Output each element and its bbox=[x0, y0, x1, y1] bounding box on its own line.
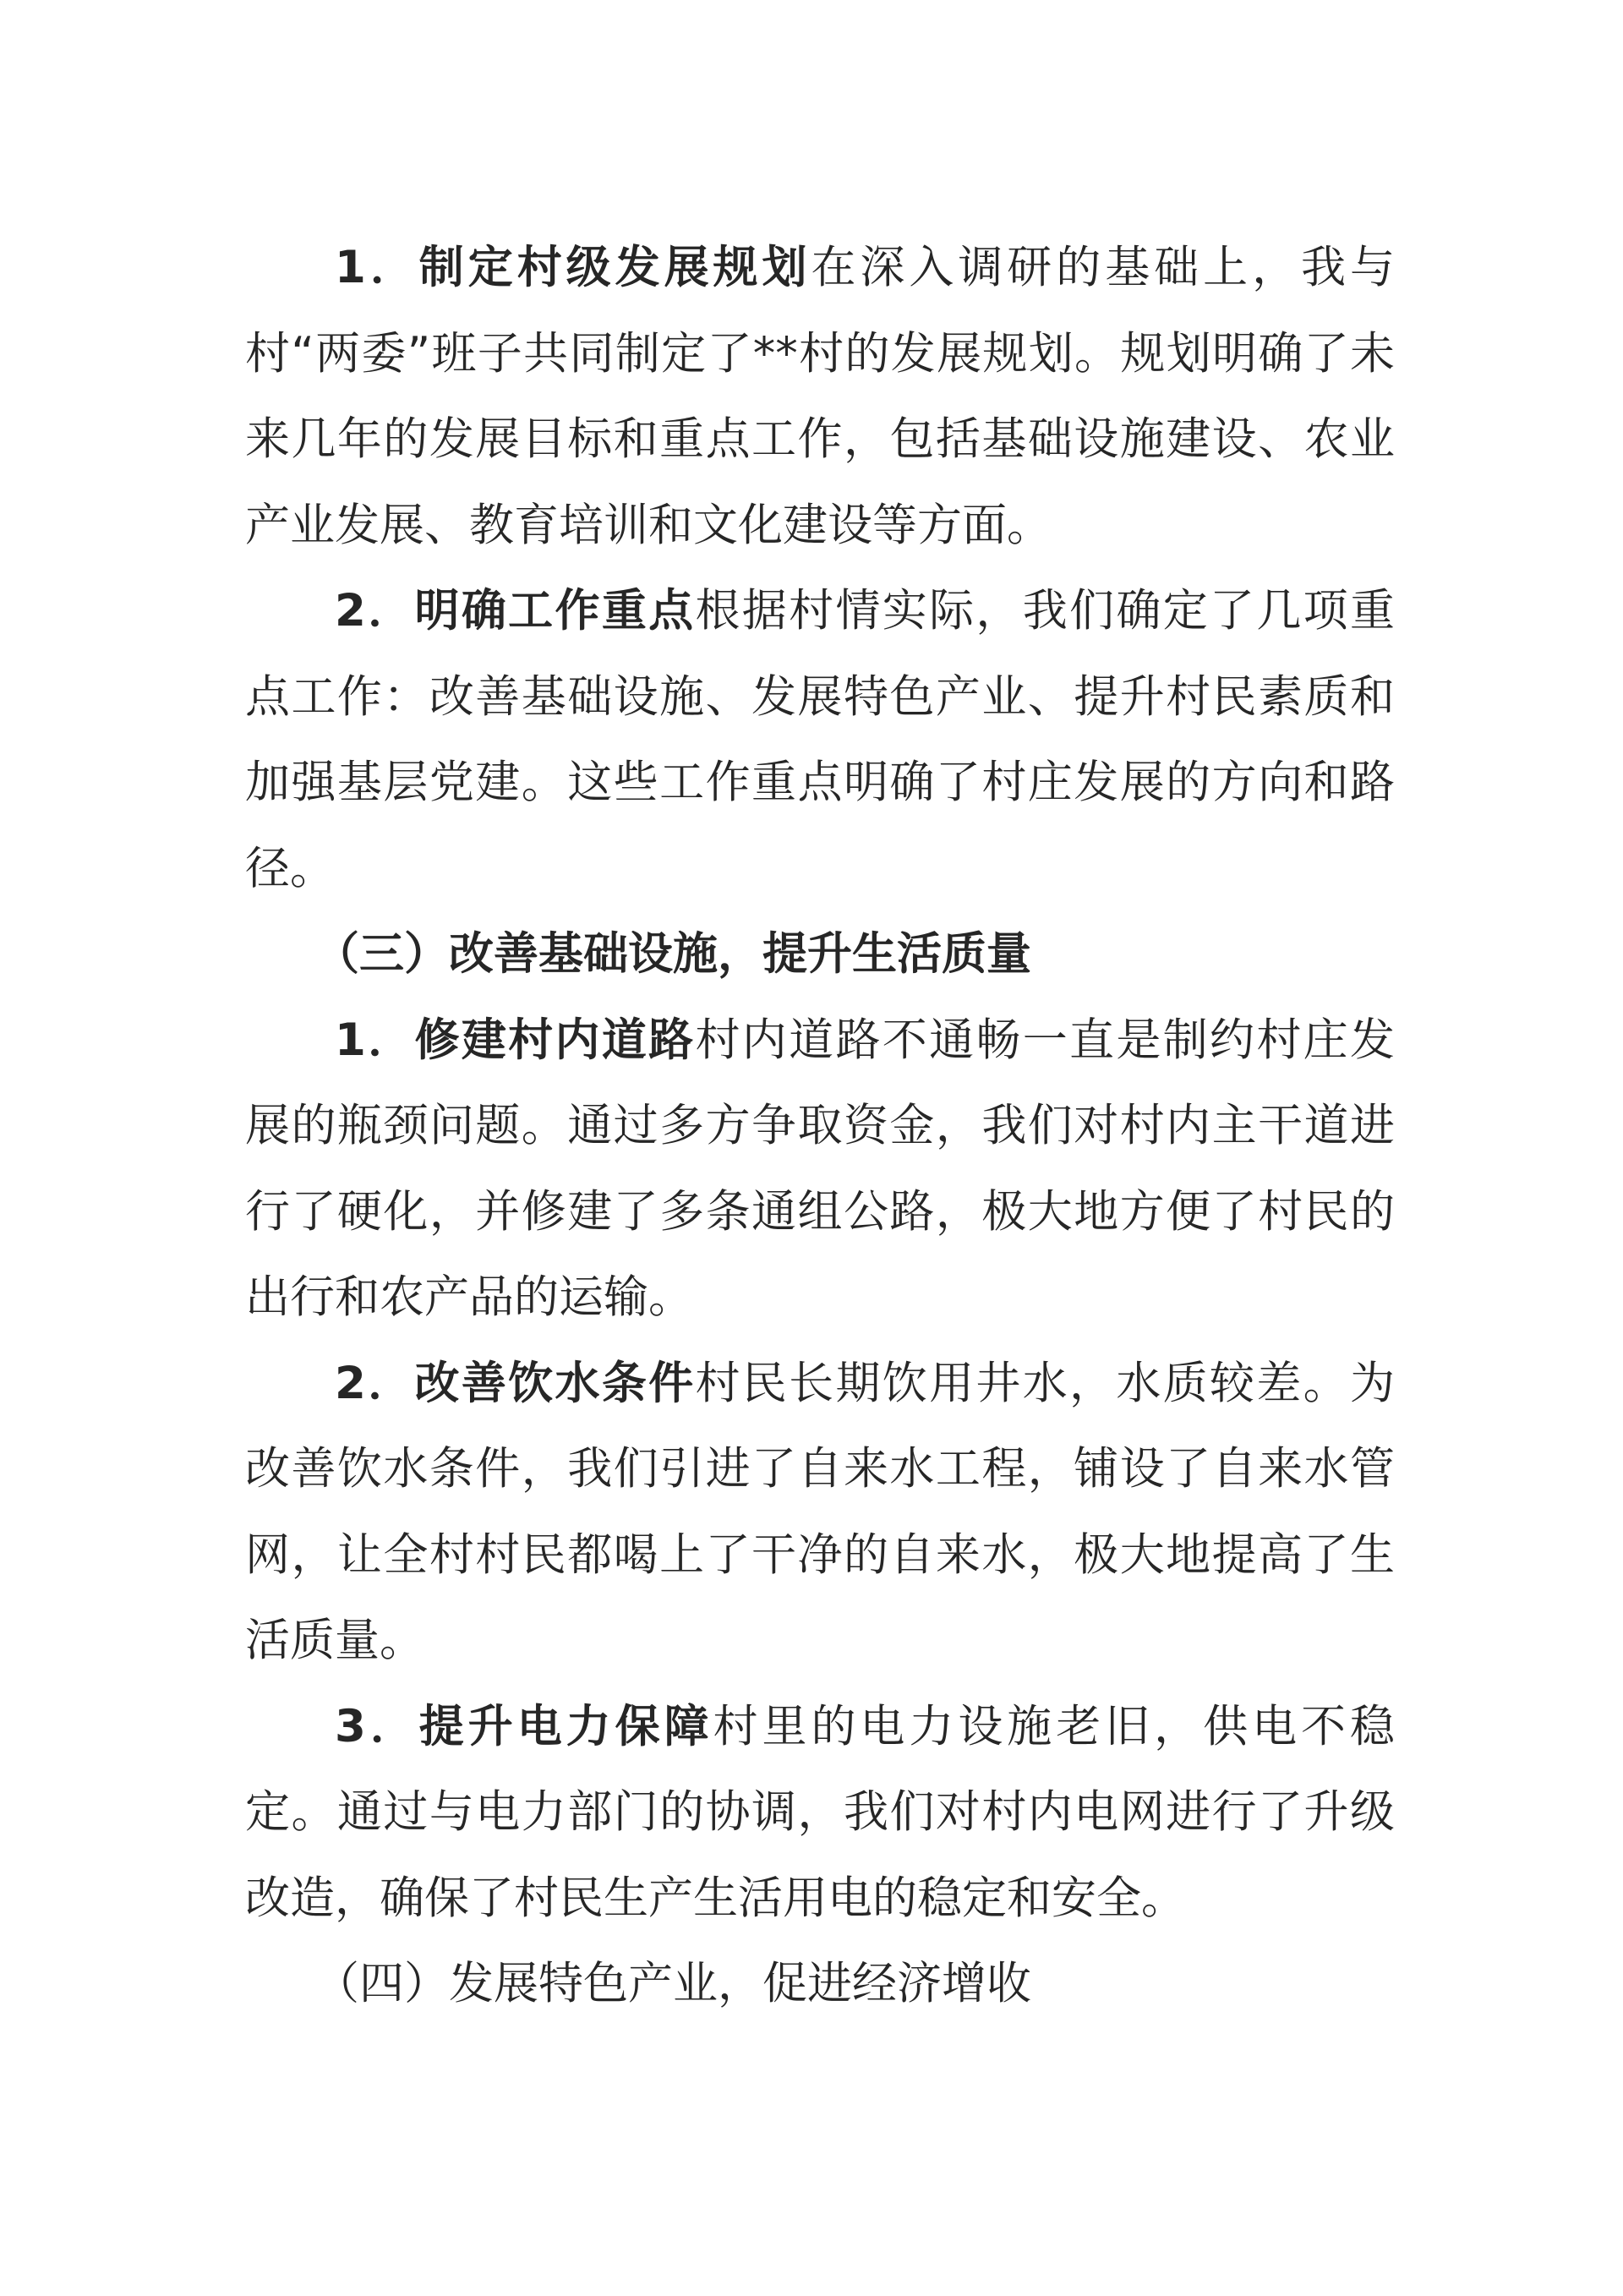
paragraph-lead: 2．改善饮水条件 bbox=[335, 1357, 696, 1409]
section-heading-infrastructure: （三）改善基础设施，提升生活质量 bbox=[314, 928, 1031, 980]
paragraph-lead: 3．提升电力保障 bbox=[335, 1700, 713, 1752]
paragraph-village-plan bbox=[245, 225, 1395, 568]
section-heading-industry: （四）发展特色产业，促进经济增收 bbox=[314, 1958, 1031, 2009]
paragraph-water bbox=[245, 1341, 1395, 1684]
paragraph-work-focus bbox=[245, 568, 1395, 911]
paragraph-lead: 2．明确工作重点 bbox=[335, 585, 696, 637]
paragraph-text: 根据村情实际，我们确定了几项重点工作：改善基础设施、发展特色产业、提升村民素质和加强基层党建。这些工作重点明确了村庄发展的方向和路径。 bbox=[245, 585, 1395, 894]
paragraph-lead: 1．制定村级发展规划 bbox=[335, 242, 812, 293]
paragraph-electricity bbox=[245, 1684, 1395, 1942]
paragraph-text: 村内道路不通畅一直是制约村庄发展的瓶颈问题。通过多方争取资金，我们对村内主干道进行了硬化，并修建了多条通组公路，极大地方便了村民的出行和农产品的运输。 bbox=[245, 1014, 1395, 1323]
paragraph-text: 村民长期饮用井水，水质较差。为改善饮水条件，我们引进了自来水工程，铺设了自来水管网，让全村村民都喝上了干净的自来水，极大地提高了生活质量。 bbox=[245, 1357, 1395, 1666]
paragraph-text: 村里的电力设施老旧，供电不稳定。通过与电力部门的协调，我们对村内电网进行了升级改造，确保了村民生产生活用电的稳定和安全。 bbox=[245, 1700, 1395, 1924]
document-page bbox=[245, 225, 1395, 2027]
paragraph-lead: 1．修建村内道路 bbox=[335, 1014, 696, 1066]
paragraph-roads bbox=[245, 998, 1395, 1341]
paragraph-text: 在深入调研的基础上，我与村“两委”班子共同制定了**村的发展规划。规划明确了未来几年的发展目标和重点工作，包括基础设施建设、农业产业发展、教育培训和文化建设等方面。 bbox=[245, 242, 1395, 551]
